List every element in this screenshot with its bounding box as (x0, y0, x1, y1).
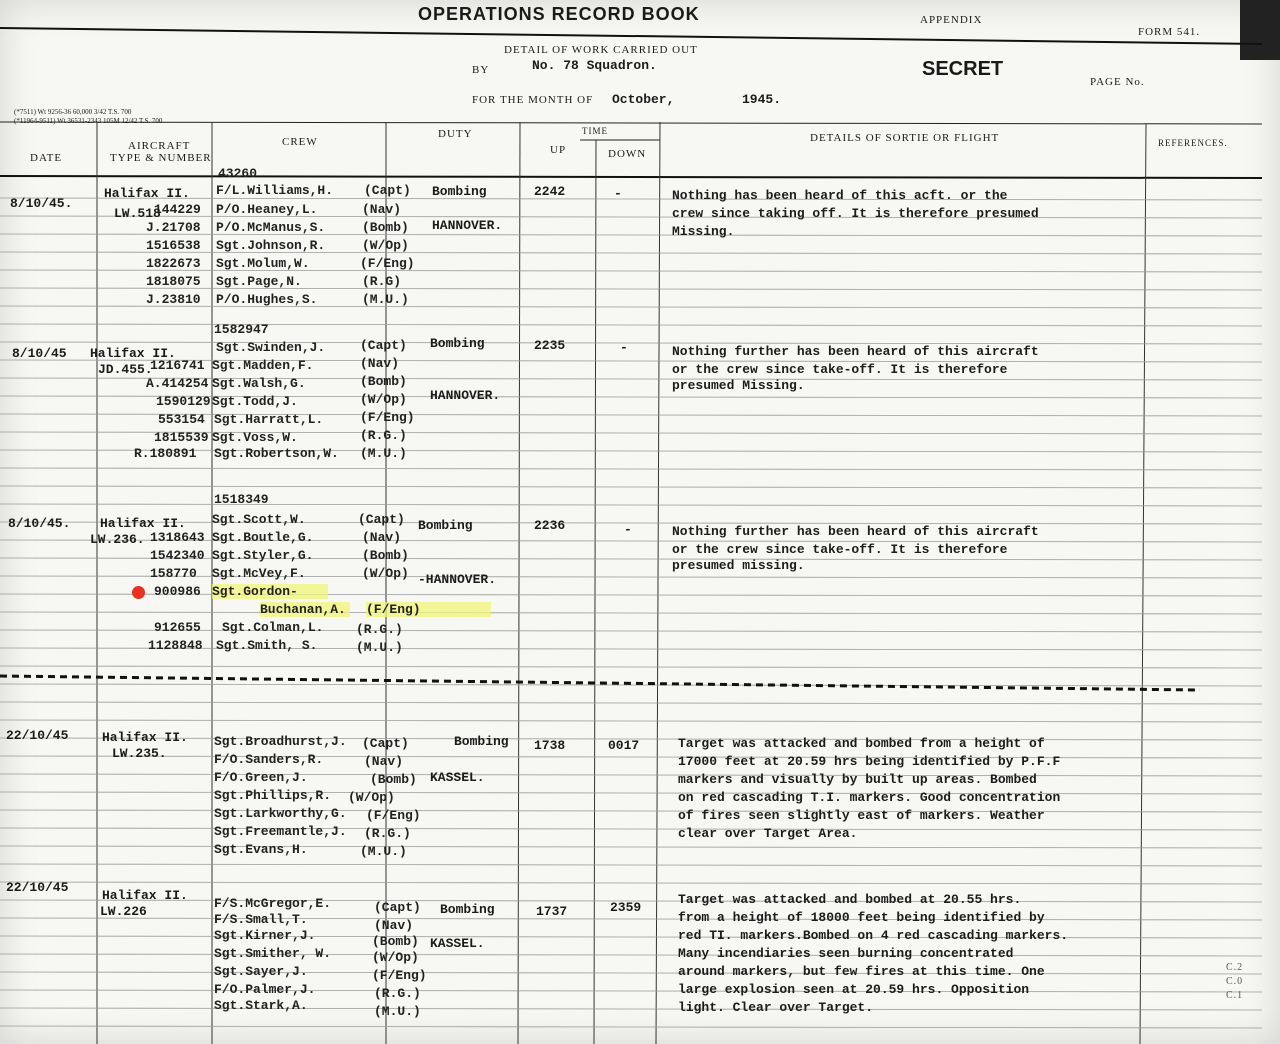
crew-name: F/O.Palmer,J. (214, 982, 316, 997)
details-line: 17000 feet at 20.59 hrs being identified by P.F.F (678, 754, 1061, 769)
crew-name: F/S.Small,T. (214, 912, 308, 927)
time-up: 2242 (534, 184, 566, 199)
details-line: markers and visually by built up areas. Bombed (678, 772, 1037, 787)
details-line: on red cascading T.I. markers. Good concentration (678, 790, 1061, 805)
crew-name: Sgt.Johnson,R. (216, 238, 326, 253)
duty-type: Bombing (430, 336, 485, 351)
crew-name: P/O.McManus,S. (216, 220, 326, 235)
crew-name: Sgt.Walsh,G. (212, 376, 306, 391)
entry-date: 8/10/45. (8, 516, 71, 531)
by-label: BY (472, 64, 490, 76)
crew-name: F/O.Green,J. (214, 770, 308, 785)
crew-name: Sgt.Stark,A. (214, 998, 308, 1013)
time-up: 1738 (534, 738, 566, 753)
time-up: 1737 (536, 904, 568, 919)
time-down: - (620, 340, 628, 355)
crew-service-number: R.180891 (134, 446, 197, 461)
duty-target: HANNOVER. (430, 388, 501, 403)
crew-name: Sgt.Smither, W. (214, 946, 332, 961)
aircraft-number: LW.235. (112, 746, 167, 761)
appendix-label: APPENDIX (920, 14, 983, 26)
crew-role: (W/Op) (372, 950, 419, 965)
crew-service-number: 43260 (218, 166, 258, 181)
details-line: clear over Target Area. (678, 826, 858, 841)
crew-role: (Nav) (364, 754, 404, 769)
aircraft-number: LW.518 (114, 206, 161, 221)
aircraft-type: Halifax II. (102, 888, 188, 903)
col-up: UP (550, 144, 567, 156)
crew-name: Sgt.Todd,J. (212, 394, 298, 409)
crew-service-number: 1516538 (146, 238, 201, 253)
crew-name: Sgt.Boutle,G. (212, 530, 314, 545)
crew-role: (Capt) (374, 900, 421, 915)
crew-name: Sgt.Styler,G. (212, 548, 314, 563)
crew-role: (Nav) (362, 530, 402, 545)
col-references: REFERENCES. (1158, 138, 1228, 148)
details-line: large explosion seen at 20.59 hrs. Opposition (678, 982, 1030, 997)
highlight-marker-dot (132, 586, 145, 599)
crew-service-number: 1822673 (146, 256, 201, 271)
crew-service-number: 1518349 (214, 492, 269, 507)
col-time: TIME (582, 126, 608, 136)
details-line: Target was attacked and bombed at 20.55 hrs. (678, 892, 1022, 907)
crew-service-number: J.21708 (146, 220, 201, 235)
crew-name: Sgt.Swinden,J. (216, 340, 326, 355)
crew-role: (W/Op) (360, 392, 407, 407)
duty-target: KASSEL. (430, 936, 485, 951)
crew-role: (M.U.) (374, 1004, 421, 1019)
crew-name-highlighted: Buchanan,A. (260, 602, 350, 617)
crew-name: P/O.Hughes,S. (216, 292, 318, 307)
print-code-1: (*7511) Wt 9256-36 60,000 3/42 T.S. 700 (14, 108, 132, 116)
col-duty: DUTY (438, 128, 473, 140)
details-line: Missing. (672, 224, 735, 239)
crew-service-number: 1815539 (154, 430, 209, 445)
crew-service-number: 1542340 (150, 548, 205, 563)
crew-name: Sgt.Madden,F. (212, 358, 314, 373)
details-line: presumed missing. (672, 558, 805, 573)
details-line: red TI. markers.Bombed on 4 red cascading markers. (678, 928, 1069, 943)
crew-role: (Nav) (374, 918, 414, 933)
crew-name: P/O.Heaney,L. (216, 202, 318, 217)
crew-service-number: 1318643 (150, 530, 205, 545)
squadron-value: No. 78 Squadron. (532, 58, 657, 73)
crew-service-number: 912655 (154, 620, 201, 635)
crew-name: Sgt.Page,N. (216, 274, 302, 289)
crew-service-number: A.414254 (146, 376, 209, 391)
crew-role: (F/Eng) (366, 808, 421, 823)
crew-role: (R.G.) (356, 622, 403, 637)
reference-mark: C.1 (1226, 990, 1244, 1001)
subtitle: DETAIL OF WORK CARRIED OUT (504, 44, 698, 56)
details-line: or the crew since take-off. It is therefore (672, 362, 1008, 377)
crew-name: Sgt.Sayer,J. (214, 964, 308, 979)
crew-role: (F/Eng) (360, 256, 415, 271)
crew-name-highlighted: Sgt.Gordon- (212, 584, 328, 599)
col-aircraft: AIRCRAFT (128, 140, 191, 152)
col-date: DATE (30, 152, 63, 164)
crew-service-number: 158770 (150, 566, 197, 581)
crew-name: F/S.McGregor,E. (214, 896, 332, 911)
aircraft-type: Halifax II. (102, 730, 188, 745)
time-down: 0017 (608, 738, 640, 753)
crew-service-number: 900986 (154, 584, 201, 599)
crew-role: (R.G.) (364, 826, 411, 841)
crew-name: Sgt.Harratt,L. (214, 412, 324, 427)
time-up: 2236 (534, 518, 566, 533)
crew-role: (Nav) (362, 202, 402, 217)
crew-role: (M.U.) (360, 844, 407, 859)
crew-role: (R.G.) (374, 986, 421, 1001)
aircraft-number: JD.455. (98, 362, 153, 377)
secret-stamp: SECRET (922, 58, 1004, 80)
crew-role: (W/Op) (362, 238, 409, 253)
details-line: Many incendiaries seen burning concentrated (678, 946, 1014, 961)
crew-role: (Bomb) (362, 548, 409, 563)
crew-service-number: 1590129 (156, 394, 211, 409)
crew-name: Sgt.Broadhurst,J. (214, 734, 347, 749)
details-line: crew since taking off. It is therefore presumed (672, 206, 1039, 221)
crew-name: Sgt.Robertson,W. (214, 446, 339, 461)
reference-mark: C.0 (1226, 976, 1244, 987)
reference-mark: C.2 (1226, 962, 1244, 973)
crew-name: Sgt.Molum,W. (216, 256, 310, 271)
time-down: - (614, 186, 622, 201)
year-value: 1945. (742, 92, 782, 107)
crew-name: Sgt.Colman,L. (222, 620, 324, 635)
crew-role: (W/Op) (362, 566, 409, 581)
aircraft-type: Halifax II. (104, 186, 190, 201)
crew-role: (Capt) (364, 183, 411, 198)
crew-role: (W/Op) (348, 790, 395, 805)
crew-service-number: 1818075 (146, 274, 201, 289)
duty-target: -HANNOVER. (418, 572, 497, 587)
crew-role: (Bomb) (372, 934, 419, 949)
crew-role: (F/Eng) (360, 410, 415, 425)
time-down: - (624, 522, 632, 537)
crew-service-number: 1216741 (150, 358, 205, 373)
entry-date: 8/10/45. (10, 196, 73, 211)
duty-type: Bombing (432, 184, 487, 199)
aircraft-number: LW.226 (100, 904, 147, 919)
aircraft-type: Halifax II. (100, 516, 186, 531)
aircraft-type: Halifax II. (90, 346, 176, 361)
crew-role: (Nav) (360, 356, 400, 371)
details-line: of fires seen slightly east of markers. Weather (678, 808, 1045, 823)
crew-name: Sgt.McVey,F. (212, 566, 306, 581)
crew-role: (R.G.) (360, 428, 407, 443)
duty-target: KASSEL. (430, 770, 485, 785)
time-up: 2235 (534, 338, 566, 353)
crew-name: Sgt.Freemantle,J. (214, 824, 347, 839)
crew-role: (Capt) (358, 512, 405, 527)
aircraft-number: LW.236. (90, 532, 145, 547)
crew-name: Sgt.Phillips,R. (214, 788, 332, 803)
crew-service-number: J.23810 (146, 292, 201, 307)
crew-service-number: 144229 (154, 202, 201, 217)
crew-role: (Bomb) (370, 772, 417, 787)
details-line: Nothing further has been heard of this aircraft (672, 344, 1039, 359)
col-down: DOWN (608, 148, 647, 160)
details-line: or the crew since take-off. It is therefore (672, 542, 1008, 557)
crew-service-number: 1128848 (148, 638, 203, 653)
duty-type: Bombing (440, 902, 495, 917)
month-label: FOR THE MONTH OF (472, 94, 594, 106)
crew-service-number: 553154 (158, 412, 205, 427)
entry-date: 22/10/45 (6, 728, 69, 743)
crew-name: Sgt.Kirner,J. (214, 928, 316, 943)
details-line: presumed Missing. (672, 378, 805, 393)
crew-role: (Capt) (362, 736, 409, 751)
crew-name: Sgt.Scott,W. (212, 512, 306, 527)
crew-name: Sgt.Smith, S. (216, 638, 318, 653)
month-value: October, (612, 92, 675, 107)
crew-role: (F/Eng) (366, 602, 491, 617)
page-title: OPERATIONS RECORD BOOK (418, 4, 700, 24)
crew-name: Sgt.Larkworthy,G. (214, 806, 347, 821)
duty-type: Bombing (454, 734, 509, 749)
entry-date: 8/10/45 (12, 346, 67, 361)
form-number: FORM 541. (1138, 26, 1201, 38)
page-no-label: PAGE No. (1090, 76, 1145, 88)
details-line: around markers, but few fires at this time. One (678, 964, 1045, 979)
details-line: Nothing has been heard of this acft. or the (672, 188, 1008, 203)
crew-name: Sgt.Evans,H. (214, 842, 308, 857)
col-aircraft-type: TYPE & NUMBER (110, 152, 212, 164)
details-line: Nothing further has been heard of this aircraft (672, 524, 1039, 539)
crew-role: (Bomb) (360, 374, 407, 389)
crew-role: (M.U.) (360, 446, 407, 461)
col-details: DETAILS OF SORTIE OR FLIGHT (810, 132, 1000, 144)
entry-date: 22/10/45 (6, 880, 69, 895)
crew-role: (M.U.) (362, 292, 409, 307)
crew-role: (R.G) (362, 274, 402, 289)
details-line: from a height of 18000 feet being identified by (678, 910, 1045, 925)
crew-service-number: 1582947 (214, 322, 269, 337)
print-code-2: (*11964-9511) Wt 36531-2343 105M 12/42 T.S. 700 (14, 117, 163, 125)
crew-role: (Capt) (360, 338, 407, 353)
time-down: 2359 (610, 900, 642, 915)
duty-target: HANNOVER. (432, 218, 503, 233)
crew-role: (M.U.) (356, 640, 403, 655)
crew-name: Sgt.Voss,W. (212, 430, 298, 445)
details-line: light. Clear over Target. (678, 1000, 874, 1015)
duty-type: Bombing (418, 518, 473, 533)
details-line: Target was attacked and bombed from a height of (678, 736, 1045, 751)
crew-name: F/O.Sanders,R. (214, 752, 324, 767)
crew-name: F/L.Williams,H. (216, 183, 334, 198)
crew-role: (Bomb) (362, 220, 409, 235)
col-crew: CREW (282, 136, 318, 148)
crew-role: (F/Eng) (372, 968, 427, 983)
